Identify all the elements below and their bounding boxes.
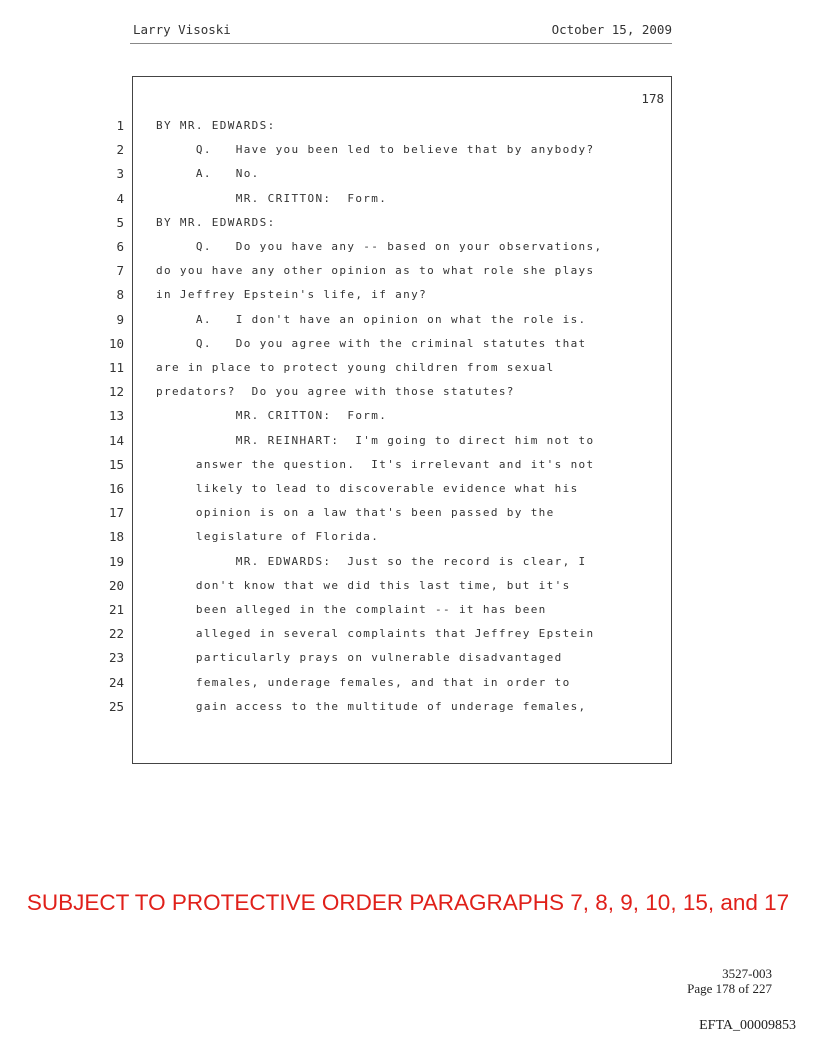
page-of-total: Page 178 of 227 — [687, 981, 772, 996]
transcript-line: are in place to protect young children from sexual — [156, 361, 555, 374]
transcript-line: Q. Do you have any -- based on your observations, — [156, 240, 603, 253]
transcript-line: MR. CRITTON: Form. — [156, 192, 388, 205]
transcript-line: MR. EDWARDS: Just so the record is clear, I — [156, 555, 587, 568]
transcript-line: answer the question. It's irrelevant and it's not — [156, 458, 595, 471]
protective-order-notice: SUBJECT TO PROTECTIVE ORDER PARAGRAPHS 7, 8, 9, 10, 15, and 17 — [26, 890, 790, 915]
line-number: 3 — [116, 166, 124, 181]
line-number: 13 — [108, 408, 124, 423]
transcript-line: MR. CRITTON: Form. — [156, 409, 388, 422]
bates-number: EFTA_00009853 — [699, 1018, 796, 1033]
transcript-line: predators? Do you agree with those statutes? — [156, 385, 515, 398]
line-number: 15 — [108, 457, 124, 472]
deposition-date: October 15, 2009 — [551, 22, 672, 37]
transcript-line: in Jeffrey Epstein's life, if any? — [156, 288, 428, 301]
transcript-line: been alleged in the complaint -- it has been — [156, 603, 547, 616]
line-number: 8 — [116, 287, 124, 302]
transcript-line: Q. Have you been led to believe that by anybody? — [156, 143, 595, 156]
line-number: 6 — [116, 239, 124, 254]
transcript-line: gain access to the multitude of underage females, — [156, 700, 587, 713]
line-number: 9 — [116, 312, 124, 327]
transcript-line: A. No. — [156, 167, 260, 180]
line-number: 20 — [108, 578, 124, 593]
line-number: 21 — [108, 602, 124, 617]
line-number: 7 — [116, 263, 124, 278]
line-number: 18 — [108, 529, 124, 544]
transcript-line: don't know that we did this last time, but it's — [156, 579, 571, 592]
transcript-page-number: 178 — [641, 91, 664, 106]
line-number: 17 — [108, 505, 124, 520]
line-number: 25 — [108, 699, 124, 714]
transcript-line: opinion is on a law that's been passed by the — [156, 506, 555, 519]
line-number: 4 — [116, 191, 124, 206]
line-number: 2 — [116, 142, 124, 157]
line-number: 19 — [108, 554, 124, 569]
transcript-line: A. I don't have an opinion on what the role is. — [156, 313, 587, 326]
transcript-line: MR. REINHART: I'm going to direct him not to — [156, 434, 595, 447]
transcript-line: do you have any other opinion as to what role she plays — [156, 264, 595, 277]
line-number: 22 — [108, 626, 124, 641]
transcript-line: particularly prays on vulnerable disadvantaged — [156, 651, 563, 664]
transcript-line: legislature of Florida. — [156, 530, 380, 543]
header-divider — [130, 43, 672, 44]
line-number: 24 — [108, 675, 124, 690]
line-number: 14 — [108, 433, 124, 448]
transcript-line: alleged in several complaints that Jeffrey Epstein — [156, 627, 595, 640]
line-number: 11 — [108, 360, 124, 375]
line-number: 1 — [116, 118, 124, 133]
line-number: 5 — [116, 215, 124, 230]
transcript-line: BY MR. EDWARDS: — [156, 119, 276, 132]
transcript-line: females, underage females, and that in order to — [156, 676, 571, 689]
line-number: 10 — [108, 336, 124, 351]
line-number: 16 — [108, 481, 124, 496]
case-number: 3527-003 — [722, 966, 772, 981]
transcript-line: Q. Do you agree with the criminal statutes that — [156, 337, 587, 350]
line-number: 23 — [108, 650, 124, 665]
transcript-line: likely to lead to discoverable evidence what his — [156, 482, 579, 495]
witness-name: Larry Visoski — [133, 22, 231, 37]
transcript-line: BY MR. EDWARDS: — [156, 216, 276, 229]
line-number: 12 — [108, 384, 124, 399]
